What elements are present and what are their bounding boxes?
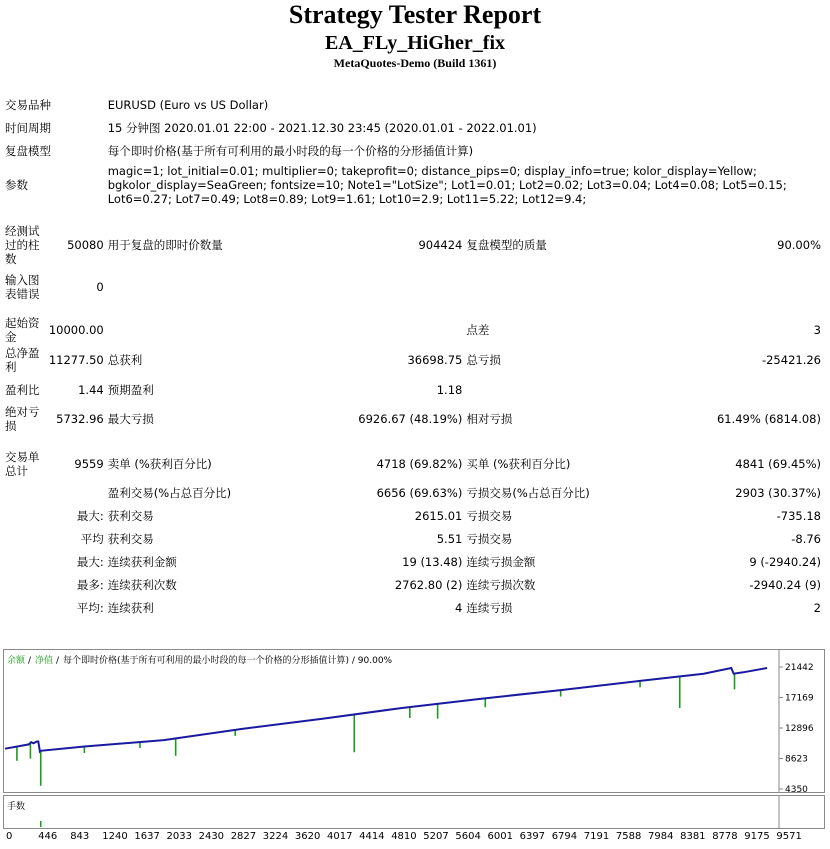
x-tick-label: 7191	[583, 831, 610, 842]
x-tick-label: 5207	[423, 831, 449, 842]
rel-drawdown-label: 相对亏损	[466, 412, 513, 426]
max-cons-losses-value: 9 (-2940.24)	[749, 554, 821, 569]
deposit-label: 起始资金	[5, 315, 40, 344]
model-value: 每个即时价格(基于所有可利用的最小时段的每一个价格的分形插值计算)	[107, 143, 474, 158]
y-tick-label: 17169	[785, 693, 814, 704]
x-tick-label: 8778	[712, 831, 738, 842]
quality-label: 复盘模型的质量	[466, 238, 547, 252]
net-profit-value: 11277.50	[48, 353, 104, 367]
symbol-value: EURUSD (Euro vs US Dollar)	[107, 97, 269, 112]
legend-caption: 每个即时价格(基于所有可利用的最小时段的每一个价格的分形插值计算) / 90.00%	[63, 656, 393, 666]
lots-label: 手数	[7, 802, 26, 812]
avg-profit-label: 获利交易	[107, 531, 154, 546]
legend-separator-1: /	[28, 656, 32, 666]
long-positions-label: 买单 (%获利百分比)	[466, 457, 571, 471]
balance-chart	[3, 649, 825, 829]
x-tick-label: 0	[6, 831, 13, 842]
maximal-label: 最多:	[76, 577, 104, 592]
profit-trades-label: 盈利交易(%占总百分比)	[107, 485, 232, 500]
x-tick-label: 1637	[134, 831, 160, 842]
profit-trades-value: 6656 (69.63%)	[376, 485, 463, 500]
server-build: MetaQuotes-Demo (Build 1361)	[333, 56, 497, 70]
x-tick-label: 6397	[519, 831, 546, 842]
maximal-cons-loss-value: -2940.24 (9)	[749, 577, 821, 592]
legend-equity: 净值	[35, 656, 54, 666]
lots-plot-frame	[4, 796, 825, 829]
spread-label: 点差	[466, 322, 490, 337]
errors-label: 输入图表错误	[5, 273, 40, 301]
maximal-cons-profit-value: 2762.80 (2)	[394, 577, 463, 592]
x-tick-label: 3620	[294, 831, 321, 842]
max-drawdown-value: 6926.67 (48.19%)	[358, 412, 463, 426]
x-tick-label: 5604	[455, 831, 481, 842]
largest-loss-label: 亏损交易	[466, 508, 513, 523]
quality-value: 90.00%	[777, 238, 821, 252]
net-profit-label: 总净盈利	[5, 346, 40, 374]
model-label: 复盘模型	[5, 143, 51, 158]
avg-cons-label: 平均:	[76, 600, 104, 615]
x-tick-label: 4810	[391, 831, 417, 842]
max-cons-losses-label: 连续亏损金额	[466, 554, 536, 569]
largest-profit-label: 获利交易	[107, 508, 154, 523]
short-positions-value: 4718 (69.82%)	[376, 457, 463, 471]
deposit-value: 10000.00	[48, 322, 104, 337]
period-label: 时间周期	[5, 120, 51, 135]
x-tick-label: 7984	[648, 831, 674, 842]
x-tick-label: 446	[38, 831, 58, 842]
y-tick-label: 8623	[785, 754, 808, 765]
main-plot-frame	[4, 650, 825, 793]
errors-value: 0	[96, 280, 104, 294]
max-drawdown-label: 最大亏损	[107, 412, 154, 426]
report-table	[3, 93, 823, 619]
short-positions-label: 卖单 (%获利百分比)	[107, 457, 212, 471]
x-tick-label: 1240	[102, 831, 128, 842]
largest-loss-value: -735.18	[776, 508, 821, 523]
avg-cons-wins-label: 连续获利	[107, 600, 154, 615]
profit-factor-value: 1.44	[78, 382, 104, 397]
largest-label: 最大:	[76, 508, 104, 523]
average-label: 平均	[80, 531, 104, 546]
expert-name: EA_FLy_HiGher_fix	[325, 32, 505, 54]
x-tick-label: 843	[70, 831, 90, 842]
max-cons-wins-label: 连续获利金额	[107, 554, 177, 569]
total-trades-label: 交易单总计	[5, 450, 40, 478]
x-tick-label: 7588	[615, 831, 642, 842]
avg-cons-wins-value: 4	[455, 600, 463, 615]
loss-trades-value: 2903 (30.37%)	[735, 485, 821, 500]
bars-value: 50080	[67, 238, 104, 252]
params-value: magic=1; lot_initial=0.01; multiplier=0; takeprofit=0; distance_pips=0; display_info=true; kolor_display=Yellow; bgkolor_display=SeaGreen; fontsize=10; Note1="LotSize"; Lot1=0.01; Lot2=0.02; Lot3=0.04; Lot4=0.08; Lot5=0.15; Lot6=0.27; Lot7=0.49; Lot8=0.89; Lot9=1.61; Lot10=2.9; Lot11=5.22; Lot12=9.4;	[107, 164, 787, 206]
abs-drawdown-value: 5732.96	[56, 412, 104, 426]
rel-drawdown-value: 61.49% (6814.08)	[716, 412, 821, 426]
x-axis-ticks	[3, 831, 825, 845]
y-tick-label: 4350	[785, 785, 808, 795]
balance-chart-svg	[3, 649, 825, 829]
loss-trades-label: 亏损交易(%占总百分比)	[466, 485, 590, 500]
y-tick-label: 12896	[785, 724, 814, 734]
ticks-value: 904424	[418, 238, 463, 252]
x-tick-label: 4414	[359, 831, 385, 842]
avg-profit-value: 5.51	[436, 531, 463, 546]
max-cons-wins-value: 19 (13.48)	[402, 554, 463, 569]
long-positions-value: 4841 (69.45%)	[735, 457, 821, 471]
x-tick-label: 2430	[198, 831, 225, 842]
symbol-label: 交易品种	[5, 97, 51, 112]
expected-payoff-value: 1.18	[436, 382, 463, 397]
bars-label: 经测试过的柱数	[5, 224, 40, 266]
x-tick-label: 3224	[262, 831, 289, 842]
x-tick-label: 4017	[327, 831, 353, 842]
max-label: 最大:	[76, 554, 104, 569]
y-tick-label: 21442	[785, 663, 814, 673]
total-trades-value: 9559	[74, 457, 104, 471]
legend-separator-2: /	[56, 656, 60, 666]
x-tick-label: 9571	[776, 831, 802, 842]
gross-profit-value: 36698.75	[407, 353, 463, 367]
gross-loss-label: 总亏损	[466, 353, 501, 367]
avg-cons-losses-label: 连续亏损	[466, 600, 513, 615]
params-label: 参数	[5, 178, 28, 192]
avg-loss-label: 亏损交易	[466, 531, 513, 546]
maximal-cons-loss-label: 连续亏损次数	[466, 577, 536, 592]
x-tick-label: 2827	[230, 831, 257, 842]
gross-loss-value: -25421.26	[761, 353, 821, 367]
profit-factor-label: 盈利比	[5, 382, 40, 397]
abs-drawdown-label: 绝对亏损	[5, 405, 40, 433]
x-tick-label: 9175	[744, 831, 770, 842]
spread-value: 3	[813, 322, 821, 337]
avg-loss-value: -8.76	[791, 531, 821, 546]
ticks-label: 用于复盘的即时价数量	[107, 238, 223, 252]
x-tick-label: 6794	[551, 831, 578, 842]
x-tick-label: 6001	[487, 831, 513, 842]
x-tick-label: 8381	[680, 831, 706, 842]
legend-balance: 余额	[7, 656, 26, 666]
gross-profit-label: 总获利	[107, 353, 143, 367]
avg-cons-losses-value: 2	[813, 600, 821, 615]
report-title: Strategy Tester Report	[288, 0, 542, 29]
period-value: 15 分钟图 2020.01.01 22:00 - 2021.12.30 23:45 (2020.01.01 - 2022.01.01)	[107, 120, 537, 135]
maximal-cons-profit-label: 连续获利次数	[107, 577, 177, 592]
largest-profit-value: 2615.01	[414, 508, 463, 523]
x-tick-label: 2033	[166, 831, 192, 842]
expected-payoff-label: 预期盈利	[107, 382, 154, 397]
